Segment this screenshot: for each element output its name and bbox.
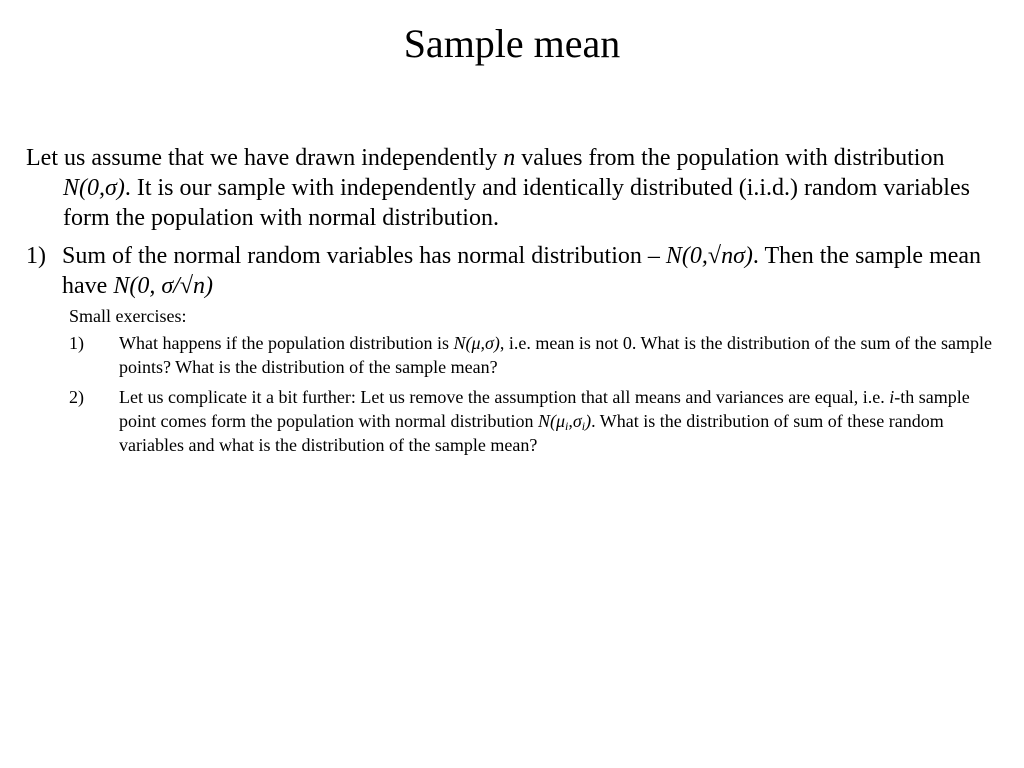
exercise-2-text-1: Let us complicate it a bit further: Let us remove the assumption that all means and variances are equal, i.e. xyxy=(119,387,890,407)
exercise-2-text-2: -th sample point comes form the population with normal distribution xyxy=(119,387,970,431)
list-item-1-number: 1) xyxy=(26,243,46,269)
exercise-1-distribution: N(μ,σ) xyxy=(453,333,500,353)
exercises-heading: Small exercises: xyxy=(69,306,187,326)
slide-title: Sample mean xyxy=(403,21,621,66)
point1-text-2: . Then the sample mean have xyxy=(62,243,982,299)
exercise-1-number: 1) xyxy=(69,333,84,353)
exercise-2-distribution xyxy=(538,411,591,431)
slide-body xyxy=(26,143,1011,457)
exercise-2-subscript-sigma: i xyxy=(581,419,586,433)
exercise-2-text-3: . What is the distribution of sum of these random variables and what is the distribution of the sample mean? xyxy=(119,411,944,455)
exercise-2-dist-part-c: ) xyxy=(585,411,592,431)
exercise-2-number: 2) xyxy=(69,387,84,407)
point1-text-1: Sum of the normal random variables has normal distribution – xyxy=(62,243,666,269)
intro-text-1: Let us assume that we have drawn independently xyxy=(26,145,504,171)
exercise-2-subscript-mu: i xyxy=(565,419,569,433)
list-item-1 xyxy=(26,241,1011,301)
exercise-item-2 xyxy=(26,385,1011,457)
intro-paragraph xyxy=(26,143,1011,233)
intro-distribution: N(0,σ) xyxy=(63,175,125,201)
exercise-2-i-variable: i xyxy=(889,387,895,407)
exercise-item-1 xyxy=(26,331,1011,379)
point1-sum-distribution: N(0,√nσ) xyxy=(665,243,753,269)
intro-n-variable: n xyxy=(503,145,516,171)
exercise-1-text-1: What happens if the population distribution is xyxy=(119,333,454,353)
intro-text-3: . It is our sample with independently and identically distributed (i.i.d.) random variables form the population with normal distribution. xyxy=(63,175,970,231)
intro-text-2: values from the population with distribution xyxy=(515,145,945,171)
exercise-1-text-2: , i.e. mean is not 0. What is the distribution of the sum of the sample points? What is the distribution of the sample mean? xyxy=(119,333,992,377)
exercise-2-dist-part-a: N(μ xyxy=(537,411,565,431)
exercise-2-dist-part-b: ,σ xyxy=(568,411,582,431)
point1-mean-distribution: N(0, σ/√n) xyxy=(113,273,213,299)
